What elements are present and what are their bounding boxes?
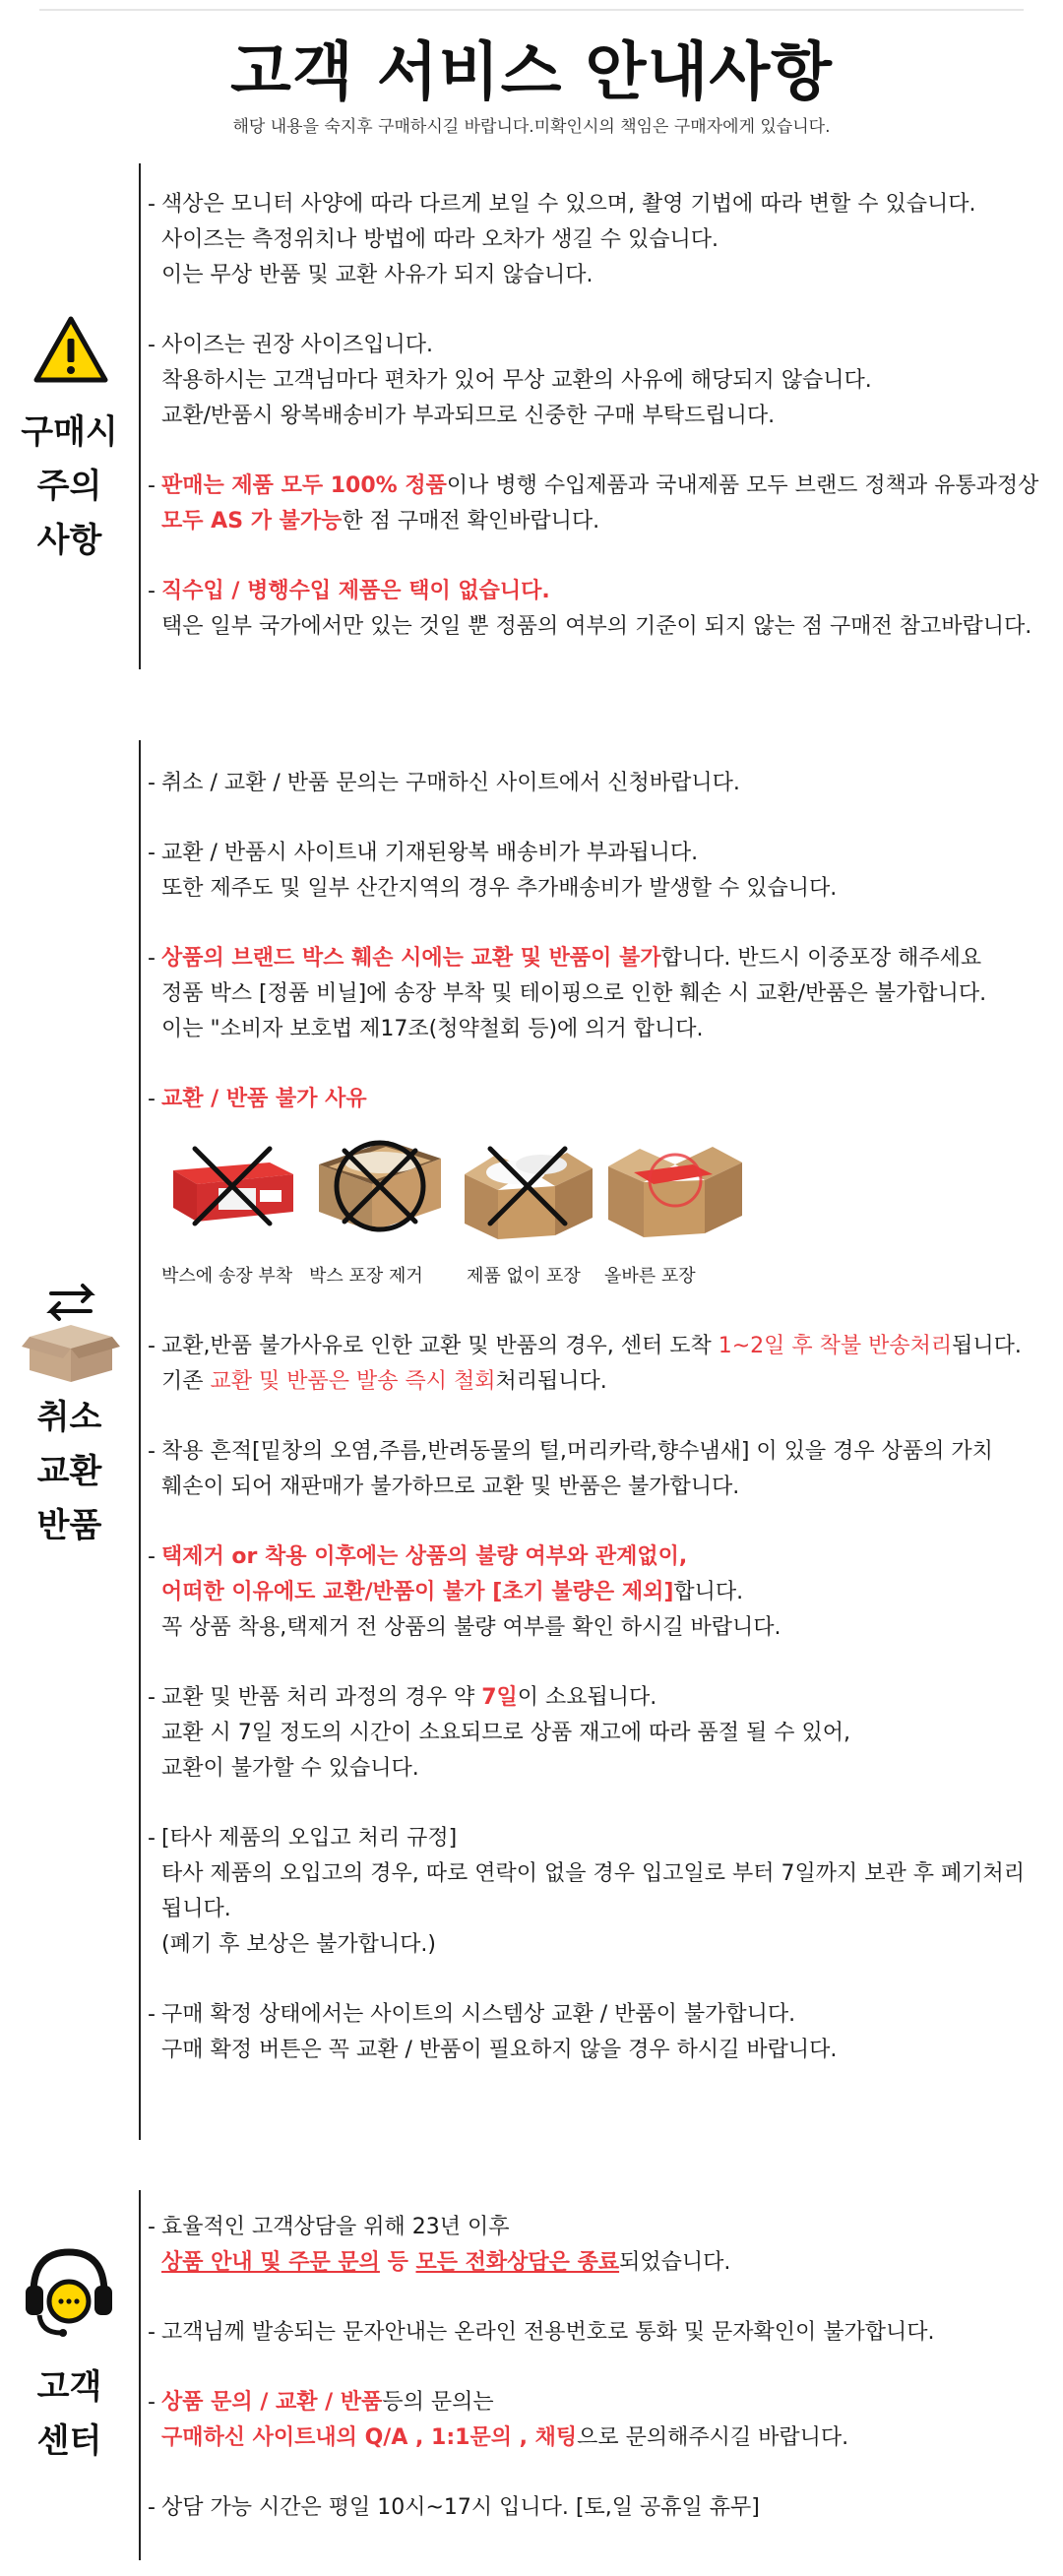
headset-icon (20, 2242, 118, 2341)
warning-icon (32, 315, 109, 386)
return-item: - 취소 / 교환 / 반품 문의는 구매하신 사이트에서 신청바랍니다. (148, 771, 740, 795)
top-divider (39, 9, 1024, 11)
return-item: - 구매 확정 상태에서는 사이트의 시스템상 교환 / 반품이 불가합니다. 구매 확정 버튼은 꼭 교환 / 반품이 필요하지 않을 경우 하시길 바랍니다. (148, 2002, 838, 2062)
center-section-divider (139, 2190, 141, 2560)
double-box-icon (604, 1125, 746, 1247)
photo-caption: 박스에 송장 부착 (161, 1266, 293, 1287)
page-title: 고객 서비스 안내사항 (230, 36, 833, 109)
packing-photo (161, 1125, 303, 1247)
center-notice-list (148, 2210, 1043, 2560)
packing-photo-captions (161, 1259, 1043, 1294)
packing-photo (604, 1125, 746, 1247)
return-item: - 착용 흔적[밑창의 오염,주름,반려동물의 털,머리카락,향수냄새] 이 있을 경우 상품의 가치 훼손이 되어 재판매가 불가하므로 교환 및 반품은 불가합니다. (148, 1439, 993, 1499)
caution-section-divider (139, 163, 141, 669)
caution-item: - 색상은 모니터 사양에 따라 다르게 보일 수 있으며, 촬영 기법에 따라 변할 수 있습니다. 사이즈는 측정위치나 방법에 따라 오차가 생길 수 있습니다. 이는 무상 반품 및 교환 사유가 되지 않습니다. (148, 192, 976, 287)
caution-section-label: 구매시 주의 사항 (21, 412, 118, 560)
return-item: - 교환 / 반품시 사이트내 기재된왕복 배송비가 부과됩니다. 또한 제주도 및 일부 산간지역의 경우 추가배송비가 발생할 수 있습니다. (148, 841, 838, 901)
center-item: - 상담 가능 시간은 평일 10시~17시 입니다. [토,일 공휴일 휴무] (148, 2495, 760, 2520)
return-item: - 교환 및 반품 처리 과정의 경우 약 7일이 소요됩니다. 교환 시 7일 정도의 시간이 소요되므로 상품 재고에 따라 품절 될 수 있어, 교환이 불가할 수 있습니다. (148, 1685, 850, 1781)
center-item: - 고객님께 발송되는 문자안내는 온라인 전용번호로 통화 및 문자확인이 불가합니다. (148, 2320, 935, 2345)
caution-item: - 직수입 / 병행수입 제품은 택이 없습니다. 택은 일부 국가에서만 있는 것일 뿐 정품의 여부의 기준이 되지 않는 점 구매전 참고바랍니다. (148, 579, 1032, 639)
return-section-divider (139, 740, 141, 2140)
center-section-label: 고객 센터 (36, 2367, 102, 2461)
photo-caption: 제품 없이 포장 (467, 1266, 581, 1287)
return-item: - 교환 / 반품 불가 사유 (148, 1087, 367, 1111)
cross-mark-icon (183, 1137, 281, 1235)
center-item: - 상품 문의 / 교환 / 반품등의 문의는 구매하신 사이트내의 Q/A , 1:1문의 , 채팅으로 문의해주시길 바랍니다. (148, 2390, 849, 2450)
return-section-label: 취소 교환 반품 (36, 1398, 102, 1545)
photo-caption: 박스 포장 제거 (309, 1266, 423, 1287)
return-item: - 택제거 or 착용 이후에는 상품의 불량 여부와 관계없이, 어떠한 이유에도 교환/반품이 불가 [초기 불량은 제외]합니다. 꼭 상품 착용,택제거 전 상품의 불량 여부를 확인 하시길 바랍니다. (148, 1544, 782, 1640)
return-item: - 상품의 브랜드 박스 훼손 시에는 교환 및 반품이 불가합니다. 반드시 이중포장 해주세요 정품 박스 [정품 비닐]에 송장 부착 및 테이핑으로 인한 훼손 시 교환/반품은 불가합니다. 이는 "소비자 보호법 제17조(청약철회 등)에 의거 합니다. (148, 946, 987, 1041)
caution-notice-list (148, 187, 1043, 679)
return-box-icon (22, 1278, 120, 1386)
center-item: - 효율적인 고객상담을 위해 23년 이후 상품 안내 및 주문 문의 등 모든 전화상담은 종료되었습니다. (148, 2215, 731, 2275)
packing-photo-row (161, 1125, 1043, 1247)
return-item: - [타사 제품의 오입고 처리 규정] 타사 제품의 오입고의 경우, 따로 연락이 없을 경우 입고일로 부터 7일까지 보관 후 폐기처리 됩니다. (폐기 후 보상은 불가합니다.) (148, 1826, 1025, 1957)
page-subtitle: 해당 내용을 숙지후 구매하시길 바랍니다.미확인시의 책임은 구매자에게 있습니다. (232, 117, 831, 137)
return-notice-list (148, 766, 1043, 2103)
caution-item: - 판매는 제품 모두 100% 정품이나 병행 수입제품과 국내제품 모두 브랜드 정책과 유통과정상 모두 AS 가 불가능한 점 구매전 확인바랍니다. (148, 473, 1039, 534)
cross-mark-icon (478, 1137, 577, 1235)
packing-photo (309, 1125, 451, 1247)
return-item: - 교환,반품 불가사유로 인한 교환 및 반품의 경우, 센터 도착 1~2일 후 착불 반송처리됩니다. 기존 교환 및 반품은 발송 즉시 철회처리됩니다. (148, 1334, 1022, 1394)
photo-caption: 올바른 포장 (604, 1266, 696, 1287)
cross-mark-icon (331, 1137, 429, 1235)
packing-photo (457, 1125, 598, 1247)
caution-item: - 사이즈는 권장 사이즈입니다. 착용하시는 고객님마다 편차가 있어 무상 교환의 사유에 해당되지 않습니다. 교환/반품시 왕복배송비가 부과되므로 신중한 구매 부탁드립니다. (148, 333, 872, 428)
